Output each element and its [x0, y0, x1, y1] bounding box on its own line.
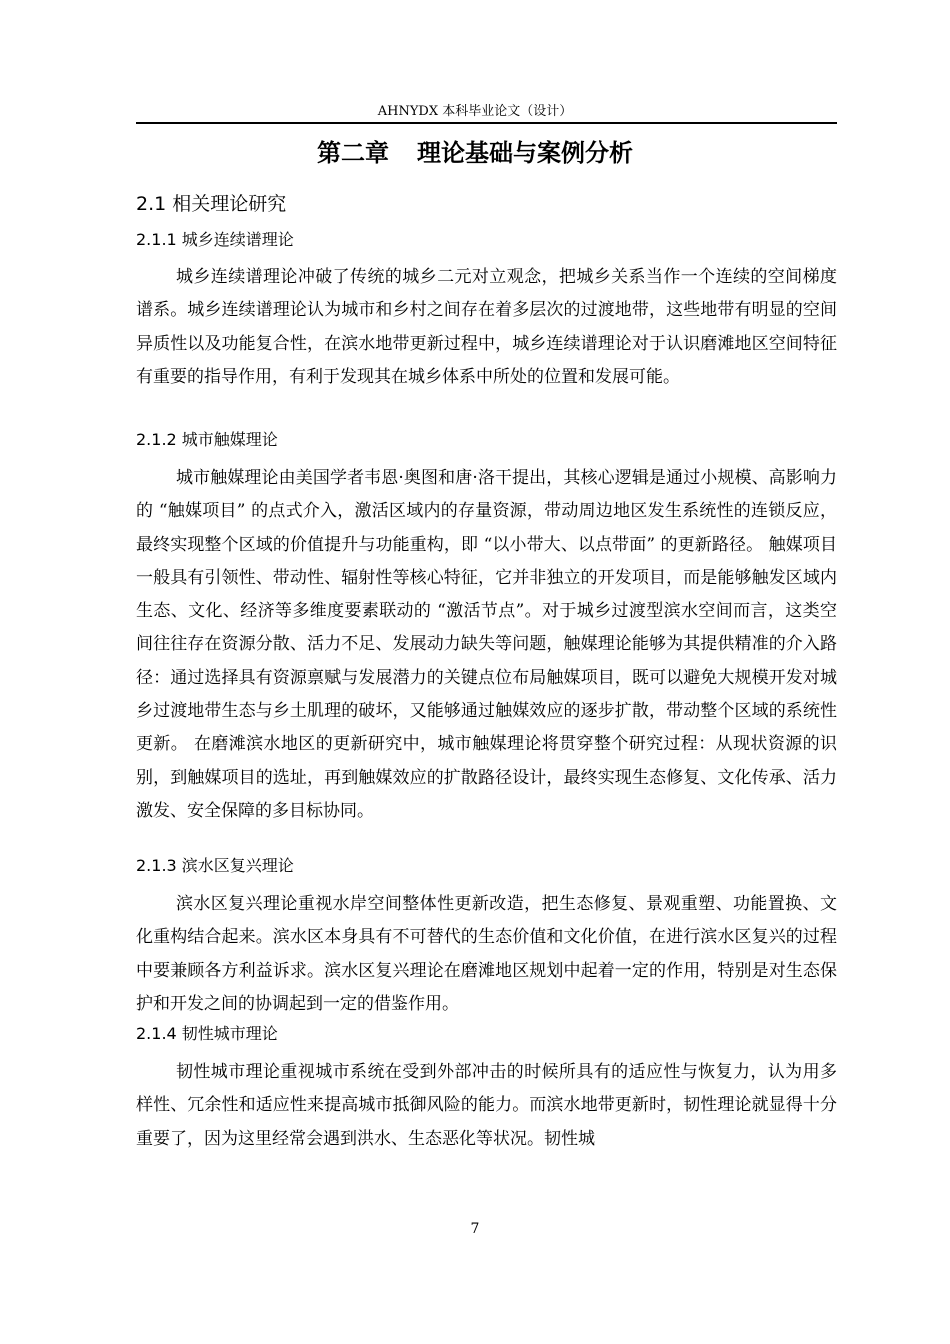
paragraph: 城乡连续谱理论冲破了传统的城乡二元对立观念，把城乡关系当作一个连续的空间梯度谱系。城乡连续谱理论认为城市和乡村之间存在着多层次的过渡地带，这些地带有明显的空间异质性以及功能复合性，在滨水地带更新过程中，城乡连续谱理论对于认识磨滩地区空间特征有重要的指导作用，有利于发现其在城乡体系中所处的位置和发展可能。: [136, 267, 837, 387]
page-number: 7: [470, 1221, 480, 1237]
header-rule: [136, 122, 837, 124]
paragraph: 韧性城市理论重视城市系统在受到外部冲击的时候所具有的适应性与恢复力，认为用多样性、冗余性和适应性来提高城市抵御风险的能力。而滨水地带更新时，韧性理论就显得十分重要了，因为这里经常会遇到洪水、生态恶化等状况。韧性城: [136, 1062, 837, 1149]
subsection-heading: 2.1.2 城市触媒理论: [136, 430, 278, 449]
chapter-title: [0, 136, 950, 170]
paragraph: 滨水区复兴理论重视水岸空间整体性更新改造，把生态修复、景观重塑、功能置换、文化重构结合起来。滨水区本身具有不可替代的生态价值和文化价值，在进行滨水区复兴的过程中要兼顾各方利益诉求。滨水区复兴理论在磨滩地区规划中起着一定的作用，特别是对生态保护和开发之间的协调起到一定的借鉴作用。: [136, 894, 837, 1014]
running-header: AHNYDX 本科毕业论文（设计）: [377, 104, 573, 119]
chapter-number: 第二章: [317, 139, 389, 167]
subsection-heading: 2.1.3 滨水区复兴理论: [136, 856, 294, 875]
subsection-heading: 2.1.4 韧性城市理论: [136, 1024, 278, 1043]
section-heading: 2.1 相关理论研究: [136, 193, 287, 215]
subsection-heading: 2.1.1 城乡连续谱理论: [136, 230, 294, 249]
chapter-name: 理论基础与案例分析: [417, 139, 633, 167]
paragraph: 城市触媒理论由美国学者韦恩·奥图和唐·洛干提出，其核心逻辑是通过小规模、高影响力的 “触媒项目” 的点式介入，激活区域内的存量资源，带动周边地区发生系统性的连锁反应，最终实现整个区域的价值提升与功能重构，即 “以小带大、以点带面” 的更新路径。 触媒项目一般具有引领性、带动性、辐射性等核心特征，它并非独立的开发项目，而是能够触发区域内生态、文化、经济等多维度要素联动的 “激活节点”。对于城乡过渡型滨水空间而言，这类空间往往存在资源分散、活力不足、发展动力缺失等问题，触媒理论能够为其提供精准的介入路径：通过选择具有资源禀赋与发展潜力的关键点位布局触媒项目，既可以避免大规模开发对城乡过渡地带生态与乡土肌理的破坏，又能够通过触媒效应的逐步扩散，带动整个区域的系统性更新。 在磨滩滨水地区的更新研究中，城市触媒理论将贯穿整个研究过程：从现状资源的识别，到触媒项目的选址，再到触媒效应的扩散路径设计，最终实现生态修复、文化传承、活力激发、安全保障的多目标协同。: [136, 468, 837, 821]
